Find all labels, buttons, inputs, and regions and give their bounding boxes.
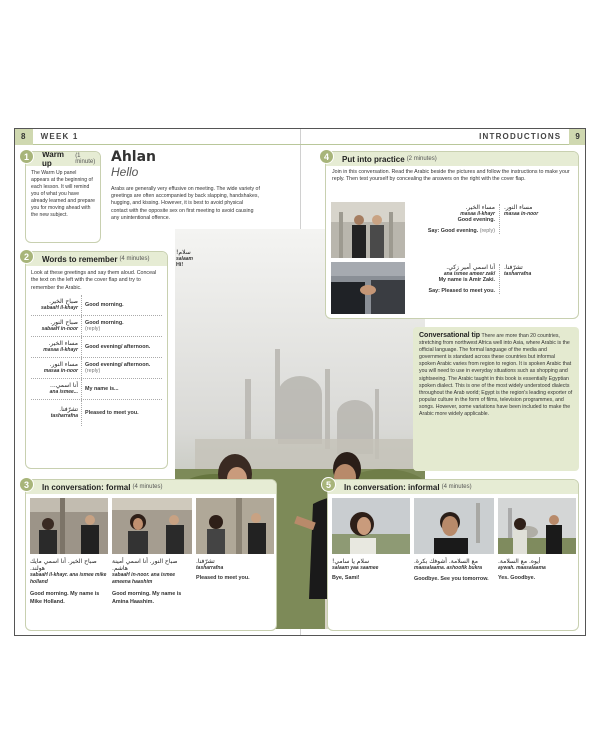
informal-title: In conversation: informal bbox=[344, 482, 440, 492]
word-english-text: Good evening/ afternoon. bbox=[85, 361, 151, 368]
step-number-badge: 5 bbox=[321, 477, 336, 492]
handshake-photo bbox=[331, 262, 405, 314]
word-arabic: مساء النور. bbox=[49, 361, 78, 369]
informal-caption-1 bbox=[332, 558, 412, 581]
list-item bbox=[31, 358, 162, 379]
warm-up-panel bbox=[25, 151, 101, 243]
practice-instruction bbox=[410, 228, 495, 234]
words-to-remember-panel bbox=[25, 251, 168, 469]
tip-title: Conversational tip bbox=[419, 332, 481, 339]
formal-photo-2 bbox=[112, 498, 192, 554]
word-arabic: صباح الخير. bbox=[49, 298, 78, 306]
word-translit: ana ismee... bbox=[49, 389, 78, 396]
words-duration: (4 minutes) bbox=[119, 256, 150, 262]
step-number-badge: 1 bbox=[19, 149, 34, 164]
panel-title bbox=[328, 480, 578, 494]
practice-say-note: (reply) bbox=[479, 228, 495, 234]
list-item bbox=[31, 379, 162, 400]
practice-title: Put into practice bbox=[342, 154, 405, 164]
panel-title bbox=[326, 152, 578, 166]
caption-english: Bye, Sami! bbox=[332, 575, 360, 581]
right-page-number: 9 bbox=[569, 129, 586, 145]
caption-arabic: سلام يا سامي! bbox=[332, 558, 370, 565]
caption-english: Good morning. My name is Amina Haashim. bbox=[112, 591, 182, 605]
word-translit: tasharrafna bbox=[50, 413, 78, 420]
word-arabic: صباح النور. bbox=[50, 319, 78, 327]
word-english bbox=[85, 362, 162, 374]
word-arabic: مساء الخير. bbox=[48, 340, 78, 348]
word-arabic: تشرّفنا. bbox=[59, 406, 78, 414]
salaam-english: Hi! bbox=[176, 262, 184, 268]
tip-text bbox=[419, 332, 573, 418]
salaam-caption bbox=[176, 249, 208, 268]
formal-caption-3 bbox=[196, 558, 274, 581]
answer-arabic: مساء النور. bbox=[504, 204, 533, 211]
caption-translit: aywah. maasalaama bbox=[498, 565, 546, 571]
lesson-title: Ahlan bbox=[111, 149, 157, 165]
informal-photo-3 bbox=[498, 498, 576, 554]
caption-english: Good morning. My name is Mike Holland. bbox=[30, 591, 100, 605]
words-intro: Look at these greetings and say them aloud. Conceal the text on the left with the cover flap and try to remember the Arabic. bbox=[31, 270, 157, 291]
caption-translit: maasalaama. ashoofik bukra bbox=[414, 565, 483, 571]
right-page-title: INTRODUCTIONS bbox=[479, 132, 562, 141]
list-item bbox=[31, 400, 162, 426]
businessmen-photo bbox=[331, 202, 405, 258]
tip-body: There are more than 20 countries, stretching from northwest Africa well into Asia, where Arabic is the official language. The formal language of the media and government is standard across these countries but informal spoken Arabic varies from region to region. It is spoken Arabic that you will need to use in everyday situations such as shopping and sightseeing. The Arabic taught in this book is essentially Egyptian spoken dialect. This is one of the most widely understood dialects throughout the Arab world; Egypt is the region's leading exporter of popular culture in the form of films, television programmes, and songs. However, some variations have been included to make the Arabic more widely applicable. bbox=[419, 333, 573, 418]
practice-arabic: مساء الخير. bbox=[465, 204, 495, 211]
step-number-badge: 3 bbox=[19, 477, 34, 492]
caption-arabic: تشرّفنا. bbox=[196, 558, 215, 565]
word-translit: sabaaH il-khayr bbox=[41, 305, 78, 312]
panel-title bbox=[26, 252, 167, 266]
answer-translit: tasharrafna bbox=[504, 271, 532, 277]
panel-title bbox=[26, 480, 276, 494]
word-english: Good evening/ afternoon. bbox=[85, 343, 151, 350]
informal-caption-3 bbox=[498, 558, 576, 581]
step-number-badge: 2 bbox=[19, 249, 34, 264]
word-note: (reply) bbox=[85, 367, 101, 374]
intro-body: Arabs are generally very effusive on meeting. The wide variety of greetings are often accompanied by back slapping, handshakes, hugging, and kissing. However, it is best to avoid physical contact with the opposite sex on first meeting to avoid causing any unintentional offence. bbox=[111, 186, 260, 221]
practice-duration: (2 minutes) bbox=[406, 156, 437, 162]
caption-english: Goodbye. See you tomorrow. bbox=[414, 576, 489, 582]
words-title: Words to remember bbox=[42, 254, 118, 264]
formal-title: In conversation: formal bbox=[42, 482, 131, 492]
practice-line-2 bbox=[410, 264, 576, 294]
salaam-arabic: سلام! bbox=[176, 249, 191, 256]
answer-translit: masaa in-noor bbox=[504, 211, 539, 217]
formal-conversation-panel bbox=[25, 479, 277, 631]
word-translit: masaa il-khayr bbox=[43, 347, 78, 354]
caption-arabic: مع السلامة. أشوفك بكرة. bbox=[414, 558, 478, 565]
warm-up-duration: (1 minute) bbox=[75, 153, 96, 165]
informal-photo-2 bbox=[414, 498, 494, 554]
warm-up-title: Warm up bbox=[42, 151, 64, 168]
word-note: (reply) bbox=[85, 325, 101, 332]
practice-line-1 bbox=[410, 204, 576, 234]
left-page-title: WEEK 1 bbox=[40, 132, 79, 141]
practice-english: Good evening. bbox=[457, 217, 495, 223]
word-translit: masaa in-noor bbox=[43, 368, 78, 375]
word-arabic: أنا اسمي... bbox=[50, 382, 78, 390]
salaam-translit: salaam bbox=[176, 256, 193, 262]
caption-arabic: صباح الخير. أنا اسمي مايك هولند. bbox=[30, 558, 97, 572]
informal-photo-1 bbox=[332, 498, 410, 554]
conversational-tip-panel bbox=[413, 327, 579, 471]
list-item bbox=[31, 295, 162, 316]
list-item bbox=[31, 337, 162, 358]
practice-say: Say: Pleased to meet you. bbox=[428, 288, 495, 294]
practice-intro: Join in this conversation. Read the Arabic beside the pictures and follow the instructions to make your reply. Then test yourself by concealing the answers on the right with the cover flap. bbox=[332, 169, 570, 183]
put-into-practice-panel bbox=[325, 151, 579, 319]
practice-english: My name is Amir Zaki. bbox=[438, 277, 495, 283]
formal-caption-2 bbox=[112, 558, 194, 606]
practice-say: Say: Good evening. bbox=[427, 228, 479, 234]
word-english: Pleased to meet you. bbox=[85, 409, 139, 416]
caption-english: Yes. Goodbye. bbox=[498, 575, 536, 581]
word-english: Good morning. bbox=[85, 301, 124, 308]
word-english: My name is... bbox=[85, 385, 119, 392]
caption-translit: sabaaH il-khayr. ana ismee mike holland bbox=[30, 572, 107, 585]
panel-title bbox=[26, 152, 100, 166]
practice-translit: ana ismee ameer zakî bbox=[443, 271, 495, 277]
formal-photo-3 bbox=[196, 498, 274, 554]
answer-arabic: تشرّفنا. bbox=[504, 264, 523, 271]
practice-translit: masaa il-khayr bbox=[460, 211, 495, 217]
warm-up-body: The Warm Up panel appears at the beginning of each lesson. It will remind you of what you have already learned and prepare you for moving ahead with the new subject. bbox=[31, 170, 96, 218]
informal-caption-2 bbox=[414, 558, 496, 583]
left-page-number: 8 bbox=[15, 129, 33, 145]
word-translit: sabaaH in-noor bbox=[41, 326, 78, 333]
word-english: Good morning. bbox=[85, 319, 124, 326]
list-item bbox=[31, 316, 162, 337]
formal-photo-1 bbox=[30, 498, 108, 554]
caption-english: Pleased to meet you. bbox=[196, 575, 250, 581]
caption-arabic: أيوه. مع السلامة. bbox=[498, 558, 541, 565]
caption-translit: tasharrafna bbox=[196, 565, 224, 571]
step-number-badge: 4 bbox=[319, 149, 334, 164]
lesson-subtitle: Hello bbox=[111, 165, 139, 179]
practice-arabic: أنا اسمي أمير زكي. bbox=[446, 264, 495, 271]
formal-duration: (4 minutes) bbox=[132, 484, 163, 490]
formal-caption-1 bbox=[30, 558, 110, 606]
informal-duration: (4 minutes) bbox=[441, 484, 472, 490]
caption-translit: sabaaH in-noor. ana ismee ameena haashim bbox=[112, 572, 176, 585]
caption-translit: salaam yaa saamee bbox=[332, 565, 379, 571]
caption-arabic: صباح النور. أنا اسمي أمينة هاشم. bbox=[112, 558, 178, 572]
right-page-header bbox=[301, 129, 586, 145]
book-spread bbox=[14, 128, 586, 636]
words-list bbox=[26, 295, 167, 426]
informal-conversation-panel bbox=[327, 479, 579, 631]
left-page-header bbox=[15, 129, 301, 145]
